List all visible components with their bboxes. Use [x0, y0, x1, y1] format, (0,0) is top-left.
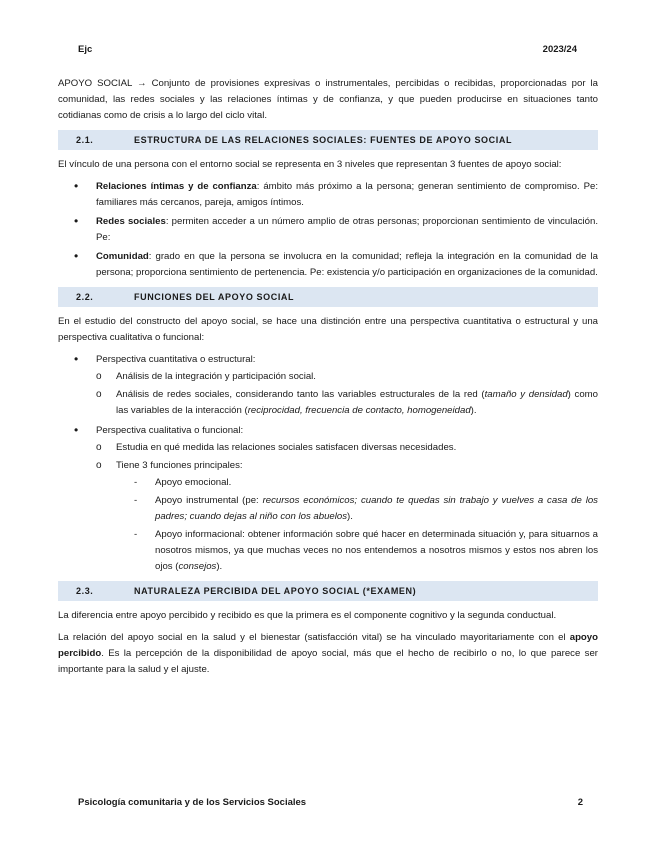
footer-course-title: Psicología comunitaria y de los Servicios Sociales [78, 797, 307, 808]
intro-text: Conjunto de provisiones expresivas o instrumentales, percibidas o recibidas, proporcionadas por la comunidad, las redes sociales y las relaciones íntimas y de confianza, y que pueden producirse en situaciones tanto cotidianas como de crisis a lo largo del ciclo vital. [58, 78, 598, 121]
function-italic: consejos [178, 561, 217, 572]
section-2-1-paragraph: El vínculo de una persona con el entorno social se representa en 3 niveles que representan 3 fuentes de apoyo social: [58, 159, 562, 170]
bullet-icon: • [74, 214, 79, 228]
section-number: 2.1. [76, 135, 94, 145]
section-title: ESTRUCTURA DE LAS RELACIONES SOCIALES: FUENTES DE APOYO SOCIAL [134, 135, 513, 145]
dash-bullet-icon: - [134, 529, 138, 540]
list-item [58, 352, 598, 419]
item-text: : grado en que la persona se involucra en la comunidad; refleja la integración en la comunidad de la persona; proporciona sentimiento de pertenencia. Pe: existencia y/o participación en organizaciones de la comunidad. [96, 251, 598, 278]
circle-bullet-icon: o [96, 442, 102, 453]
bullet-icon: • [74, 179, 79, 193]
header-left: Ejc [78, 44, 93, 55]
sub-text: Análisis de la integración y participación social. [116, 371, 316, 382]
footer-page-number: 2 [577, 797, 583, 808]
item-term: Relaciones íntimas y de confianza [96, 181, 257, 192]
bullet-icon: • [74, 249, 79, 263]
sublist [96, 440, 598, 575]
sub-text: ). [470, 405, 477, 416]
para-text: . Es la percepción de la disponibilidad de apoyo social, más que el hecho de recibirlo o no, lo que parece ser importante para la salud y el ajuste. [58, 648, 598, 675]
item-label: Perspectiva cualitativa o funcional: [96, 425, 244, 436]
sub-text: ) como las variables de la interacción ( [116, 389, 598, 416]
sublist-item [96, 440, 598, 456]
arrow-icon: → [136, 78, 147, 89]
dash-bullet-icon: - [134, 495, 138, 506]
circle-bullet-icon: o [96, 460, 102, 471]
function-item [116, 493, 598, 525]
item-text: : permiten acceder a un número amplio de otras personas; proporcionan sentimiento de vinculación. Pe: [96, 216, 598, 243]
section-title: NATURALEZA PERCIBIDA DEL APOYO SOCIAL (*EXAMEN) [134, 586, 417, 596]
perspectives-list [58, 352, 598, 575]
sublist-item [96, 387, 598, 419]
function-text: Apoyo instrumental (pe: [155, 495, 263, 506]
para-bold: apoyo percibido [58, 632, 598, 659]
item-term: Redes sociales [96, 216, 166, 227]
function-text: ). [216, 561, 223, 572]
sub-italic: tamaño y densidad [484, 389, 568, 400]
item-term: Comunidad [96, 251, 149, 262]
circle-bullet-icon: o [96, 371, 102, 382]
support-sources-list [58, 179, 598, 281]
function-item [116, 475, 598, 491]
sub-text: Análisis de redes sociales, considerando tanto las variables estructurales de la red ( [116, 389, 485, 400]
header-right: 2023/24 [542, 44, 577, 55]
bullet-icon: • [74, 423, 79, 437]
function-text: Apoyo emocional. [155, 477, 232, 488]
section-2-2-paragraph: En el estudio del constructo del apoyo social, se hace una distinción entre una perspectiva cuantitativa o estructural y una perspectiva cualitativa o funcional: [58, 316, 598, 343]
list-item [58, 423, 598, 575]
functions-list [116, 475, 598, 575]
section-2-3-paragraph-2 [58, 630, 598, 678]
section-heading-2-3 [58, 581, 598, 601]
sublist-item [96, 369, 598, 385]
item-label: Perspectiva cuantitativa o estructural: [96, 354, 256, 365]
para-text: La relación del apoyo social en la salud y el bienestar (satisfacción vital) se ha vinculado mayoritariamente con el [58, 632, 570, 643]
sub-text: Tiene 3 funciones principales: [116, 460, 243, 471]
intro-paragraph [58, 76, 598, 124]
sublist-item [96, 458, 598, 575]
circle-bullet-icon: o [96, 389, 102, 400]
function-item [116, 527, 598, 575]
function-text: ). [347, 511, 353, 522]
section-title: FUNCIONES DEL APOYO SOCIAL [134, 292, 295, 302]
list-item [58, 179, 598, 211]
function-text: Apoyo informacional: obtener información sobre qué hacer en determinada situación y, para situarnos a nosotros mismos, ya que muchas veces no nos entendemos a nosotros mismos y estos nos abren los ojos ( [155, 529, 598, 572]
section-number: 2.3. [76, 586, 94, 596]
item-text: : ámbito más próximo a la persona; generan sentimiento de compromiso. Pe: familiares más cercanos, pareja, amigos íntimos. [96, 181, 599, 208]
section-heading-2-2 [58, 287, 598, 307]
bullet-icon: • [74, 352, 79, 366]
page-content [58, 76, 598, 684]
function-italic: recursos económicos; cuando te quedas sin trabajo y vuelves a casa de los padres; cuando dejas al niño con los abuelos [155, 495, 598, 522]
section-number: 2.2. [76, 292, 94, 302]
section-heading-2-1 [58, 130, 598, 150]
intro-term: APOYO SOCIAL [58, 78, 132, 89]
list-item [58, 249, 598, 281]
sub-italic: reciprocidad, frecuencia de contacto, homogeneidad [247, 405, 471, 416]
sub-text: Estudia en qué medida las relaciones sociales satisfacen diversas necesidades. [116, 442, 457, 453]
section-2-3-paragraph-1: La diferencia entre apoyo percibido y recibido es que la primera es el componente cognitivo y la segunda conductual. [58, 610, 557, 621]
dash-bullet-icon: - [134, 477, 138, 488]
sublist [96, 369, 598, 419]
list-item [58, 214, 598, 246]
